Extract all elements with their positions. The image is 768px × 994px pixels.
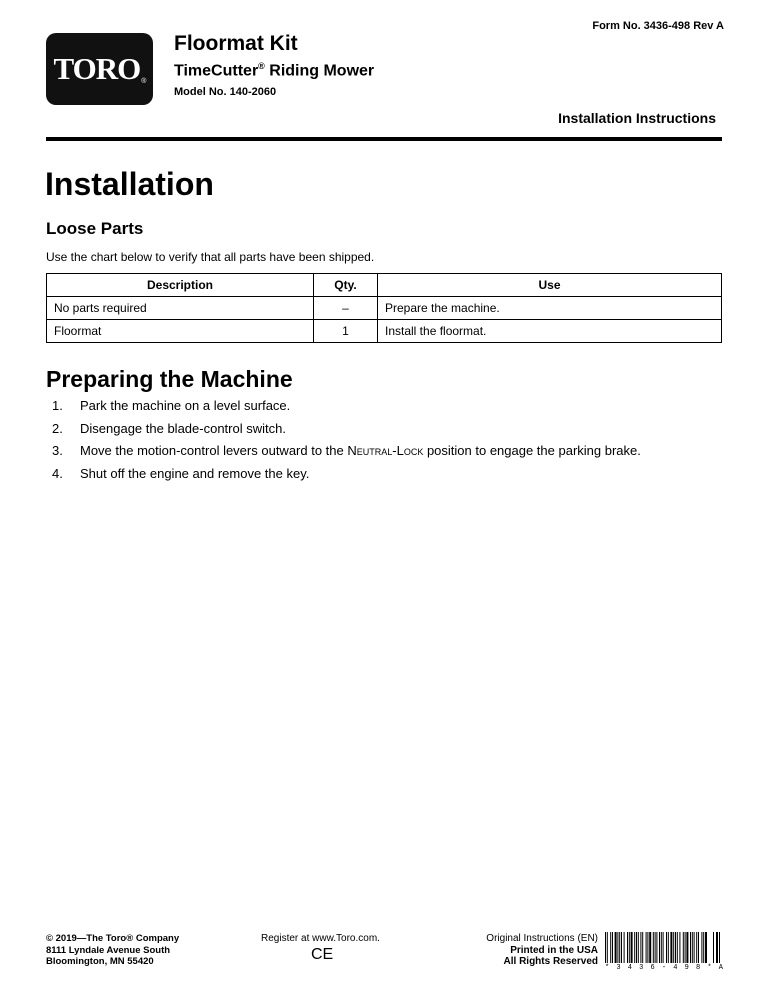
step-number: 4.	[52, 465, 63, 481]
form-number: Form No. 3436-498 Rev A	[592, 20, 724, 32]
barcode-icon	[605, 932, 723, 963]
all-rights: All Rights Reserved	[503, 956, 598, 967]
ce-mark-icon: CE	[311, 946, 334, 963]
preparing-heading: Preparing the Machine	[46, 366, 293, 392]
original-instructions: Original Instructions (EN)	[486, 933, 598, 944]
footer-rights	[420, 933, 598, 968]
step-text: Disengage the blade-control switch.	[80, 420, 286, 436]
list-item	[46, 396, 641, 419]
footer-copyright: © 2019—The Toro® Company	[46, 933, 180, 944]
barcode-digits: * 3 4 3 6 - 4 9 8 * A	[605, 964, 723, 972]
steps-list	[46, 396, 641, 486]
col-description: Description	[47, 274, 314, 297]
cell-description: No parts required	[47, 297, 314, 320]
col-qty: Qty.	[314, 274, 378, 297]
footer-address	[46, 933, 179, 968]
footer-address-line1: 8111 Lyndale Avenue South	[46, 944, 171, 956]
step-text: Shut off the engine and remove the key.	[80, 465, 310, 481]
register-link[interactable]: Register at www.Toro.com.	[261, 933, 380, 944]
doc-title: Floormat Kit	[174, 32, 298, 55]
cell-use: Prepare the machine.	[378, 297, 722, 320]
loose-parts-heading: Loose Parts	[46, 219, 144, 238]
step-text: Move the motion-control levers outward to the Neutral-Lock position to engage the parking brake.	[80, 443, 641, 458]
col-use: Use	[378, 274, 722, 297]
table-header-row	[47, 274, 722, 297]
doc-subtitle: TimeCutter® Riding Mower	[174, 61, 375, 80]
section-heading: Installation	[45, 166, 214, 202]
cell-description: Floormat	[47, 320, 314, 343]
step-number: 1.	[52, 398, 63, 413]
cell-qty: –	[314, 297, 378, 320]
model-number: Model No. 140-2060	[174, 86, 277, 98]
loose-parts-intro: Use the chart below to verify that all parts have been shipped.	[46, 250, 375, 264]
toro-logo: TORO $_®$	[46, 33, 153, 105]
loose-parts-table	[46, 273, 722, 343]
neutral-lock-term: Neutral-Lock	[347, 443, 424, 458]
table-row	[47, 297, 722, 320]
step-number: 2.	[52, 420, 63, 436]
cell-use: Install the floormat.	[378, 320, 722, 343]
table-row	[47, 320, 722, 343]
list-item	[46, 419, 641, 442]
printed-in: Printed in the USA	[510, 944, 598, 956]
list-item	[46, 464, 641, 487]
step-number: 3.	[52, 443, 63, 458]
step-text: Park the machine on a level surface.	[80, 398, 291, 413]
footer-address-line2: Bloomington, MN 55420	[46, 956, 154, 967]
list-item	[46, 441, 641, 464]
header-rule	[46, 137, 722, 141]
doc-type: Installation Instructions	[558, 110, 716, 126]
cell-qty: 1	[314, 320, 378, 343]
